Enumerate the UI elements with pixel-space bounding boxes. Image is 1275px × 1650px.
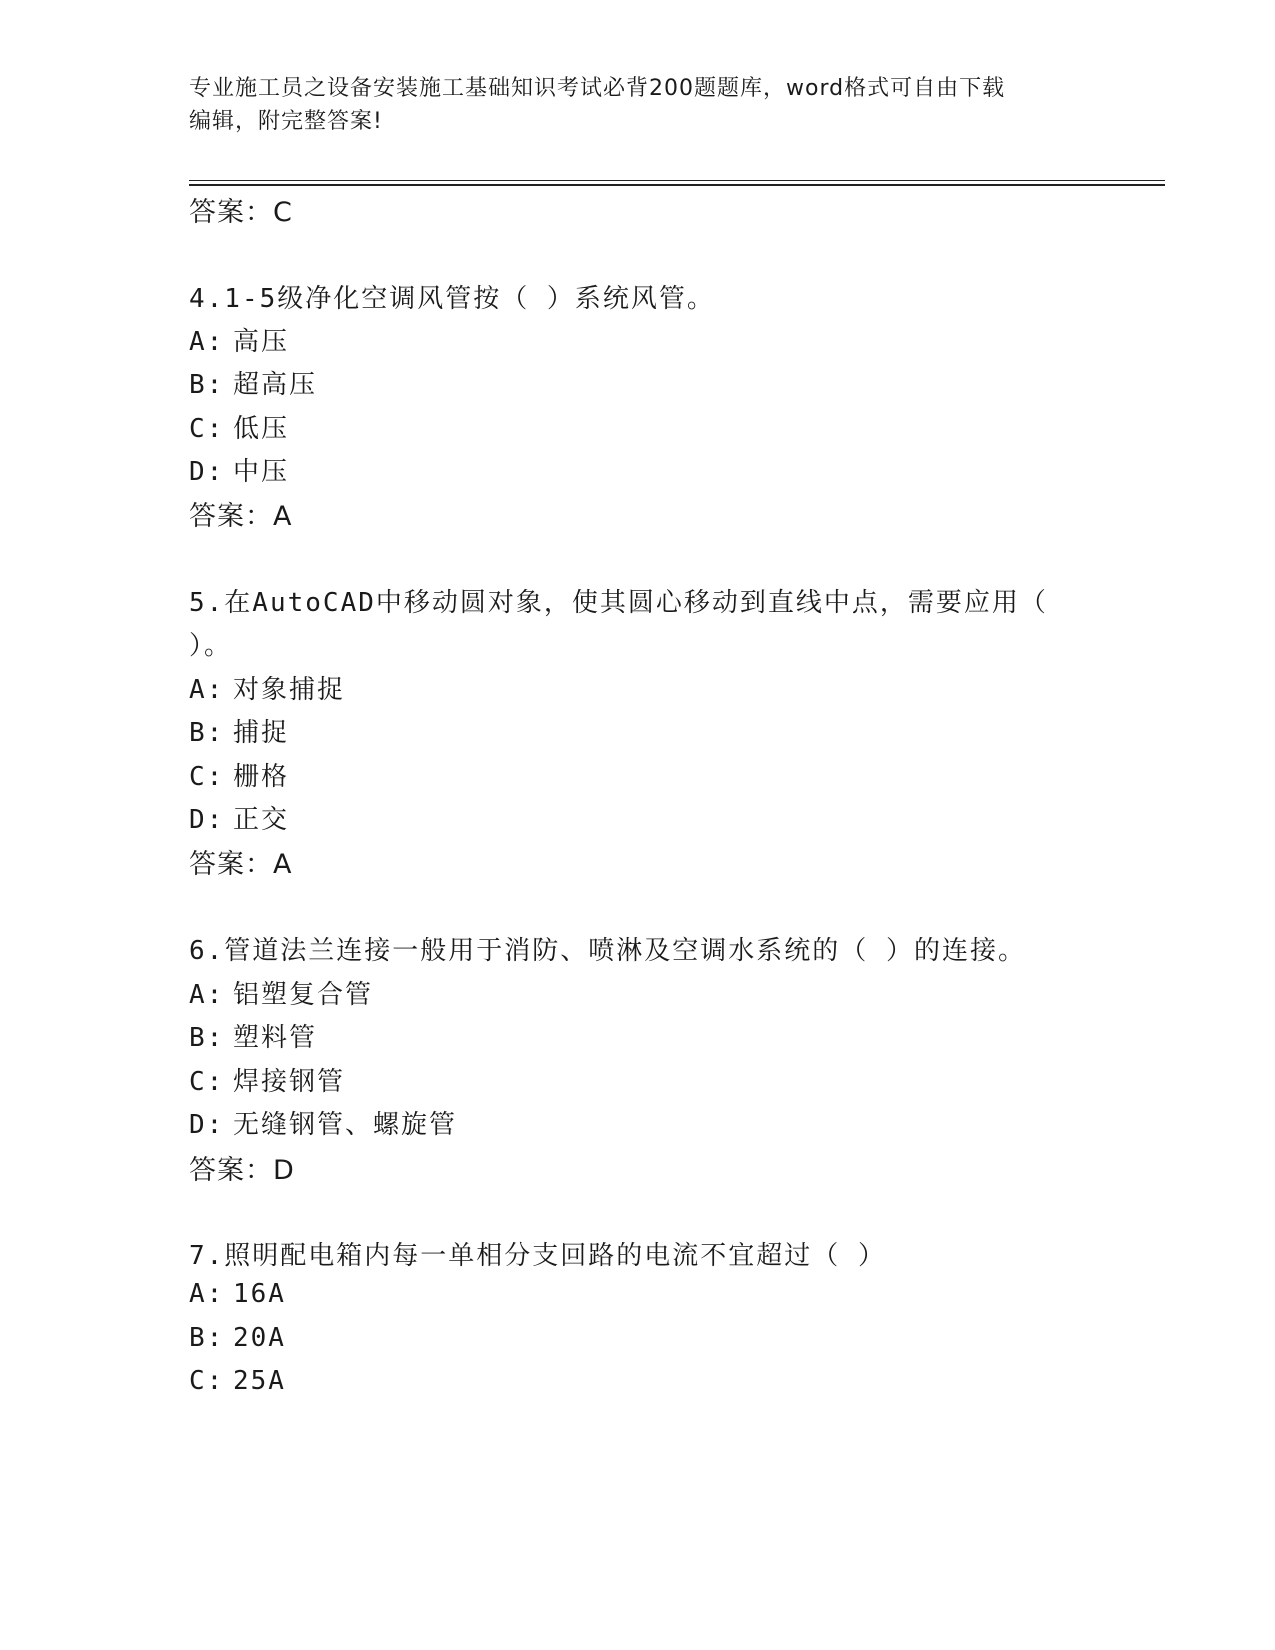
option-text: 25A [233,1366,286,1396]
option-key: A: [189,327,225,357]
question-5-option-c [189,756,289,793]
question-4-option-a [189,321,289,358]
option-text: 焊接钢管 [233,1067,346,1097]
answer-value: A [273,501,293,532]
answer-label: 答案： [189,849,273,880]
answer-label: 答案： [189,1155,273,1186]
option-text: 20A [233,1323,286,1353]
answer-value: A [273,849,293,880]
option-text: 正交 [233,805,290,835]
question-4-option-b [189,364,317,401]
option-key: C: [189,414,225,444]
question-6-option-b [189,1017,317,1054]
question-7-stem: 7.照明配电箱内每一单相分支回路的电流不宜超过（ ） [189,1241,886,1271]
option-key: C: [189,1067,225,1097]
question-5-stem-line1: 5.在AutoCAD中移动圆对象，使其圆心移动到直线中点，需要应用（ [189,588,1048,618]
option-text: 高压 [233,327,290,357]
option-key: B: [189,1323,225,1353]
answer-value: D [273,1155,295,1186]
question-6-option-c [189,1061,345,1098]
answer-label: 答案： [189,501,273,532]
question-5-option-b [189,712,289,749]
option-text: 塑料管 [233,1023,318,1053]
option-key: C: [189,1366,225,1396]
option-key: C: [189,762,225,792]
option-key: B: [189,1023,225,1053]
question-5-option-a [189,669,345,706]
question-6-stem: 6.管道法兰连接一般用于消防、喷淋及空调水系统的（ ）的连接。 [189,936,1026,966]
option-text: 对象捕捉 [233,675,346,705]
question-5-stem-line2: ）。 [189,631,233,661]
option-text: 低压 [233,414,290,444]
option-text: 栅格 [233,762,290,792]
header-title-line2: 编辑，附完整答案! [189,109,383,134]
header-title-line1: 专业施工员之设备安装施工基础知识考试必背200题题库，word格式可自由下载 [189,76,1006,101]
question-4-stem: 4.1-5级净化空调风管按（ ）系统风管。 [189,284,715,314]
option-key: A: [189,980,225,1010]
question-5-answer [189,842,292,881]
option-text: 中压 [233,457,290,487]
answer-line-prev [189,190,293,229]
header-divider-thin [189,180,1165,181]
option-text: 铝塑复合管 [233,980,374,1010]
question-4-answer [189,494,292,533]
question-6-option-a [189,974,373,1011]
option-key: B: [189,370,225,400]
option-key: D: [189,805,225,835]
option-key: A: [189,675,225,705]
answer-label: 答案： [189,197,273,228]
option-key: D: [189,1110,225,1140]
question-6-option-d [189,1104,457,1141]
option-key: B: [189,718,225,748]
option-text: 捕捉 [233,718,290,748]
answer-value: C [273,197,293,228]
question-6-answer [189,1148,295,1187]
question-5-option-d [189,799,289,836]
question-7-option-b [189,1323,286,1353]
option-key: D: [189,457,225,487]
question-7-option-c [189,1366,286,1396]
question-4-option-c [189,408,289,445]
option-key: A: [189,1279,225,1309]
option-text: 无缝钢管、螺旋管 [233,1110,458,1140]
question-7-option-a [189,1279,286,1309]
header-divider-thick [189,184,1165,186]
question-4-option-d [189,451,289,488]
document-header [189,72,1089,138]
option-text: 超高压 [233,370,318,400]
option-text: 16A [233,1279,286,1309]
